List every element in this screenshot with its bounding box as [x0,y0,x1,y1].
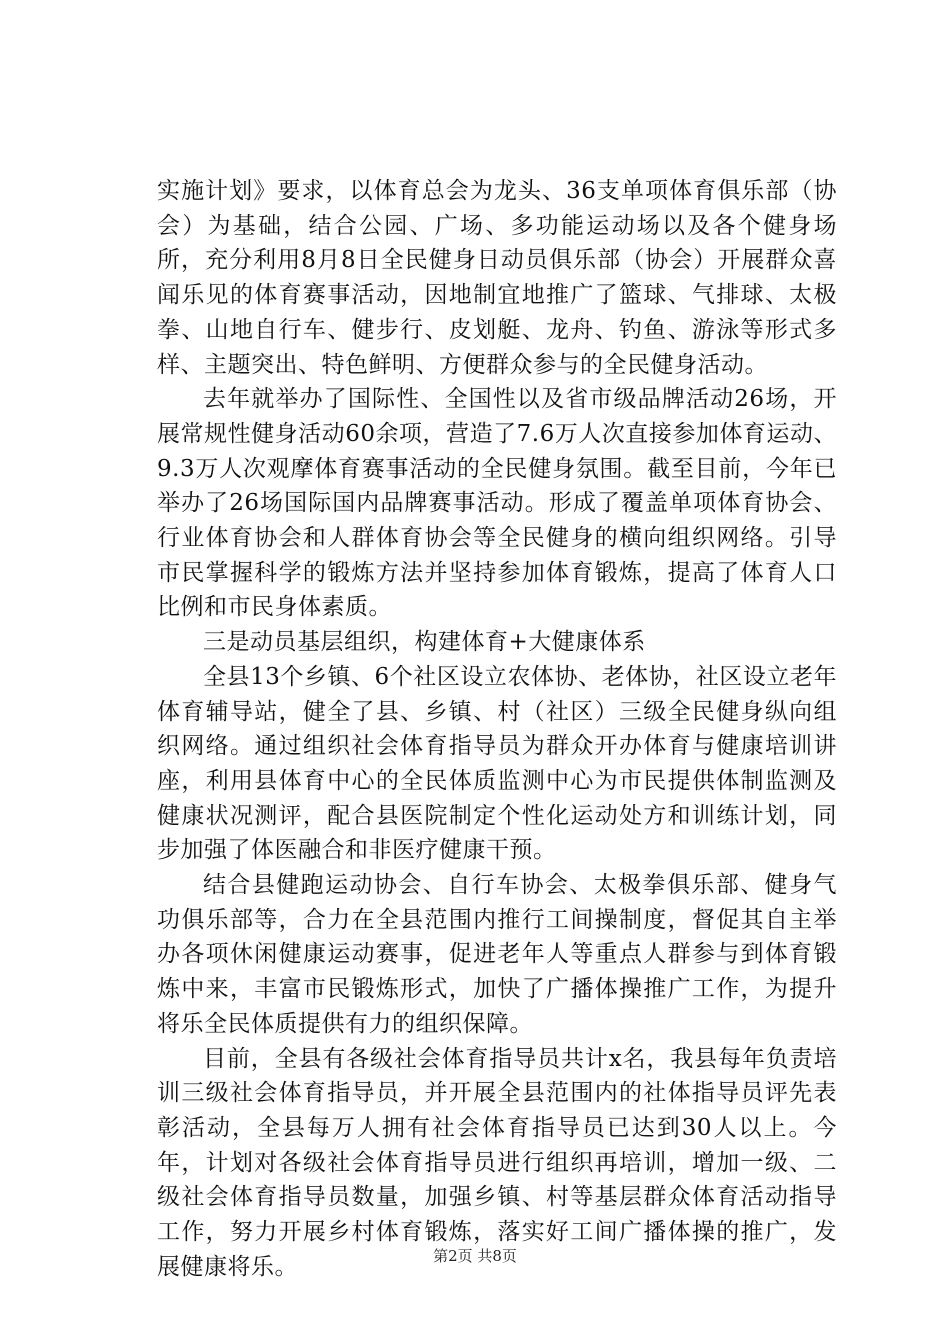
section-heading: 三是动员基层组织，构建体育+大健康体系 [203,629,646,656]
paragraph-associations: 结合县健跑运动协会、自行车协会、太极拳俱乐部、健身气功俱乐部等，合力在全县范围内推行工间操制度，督促其自主举办各项休闲健康运动赛事，促进老年人等重点人群参与到体育锻炼中来，丰富市民锻炼形式，加快了广播体操推广工作，为提升将乐全民体质提供有力的组织保障。 [157,872,837,1037]
paragraph-instructors: 目前，全县有各级社会体育指导员共计x名，我县每年负责培训三级社会体育指导员，并开展全县范围内的社体指导员评先表彰活动，全县每万人拥有社会体育指导员已达到30人以上。今年，计划对各级社会体育指导员进行组织再培训，增加一级、二级社会体育指导员数量，加强乡镇、村等基层群众体育活动指导工作，努力开展乡村体育锻炼，落实好工间广播体操的推广，发展健康将乐。 [157,1045,837,1280]
paragraph-grassroots: 全县13个乡镇、6个社区设立农体协、老体协，社区设立老年体育辅导站，健全了县、乡镇、村（社区）三级全民健身纵向组织网络。通过组织社会体育指导员为群众开办体育与健康培训讲座，利用县体育中心的全民体质监测中心为市民提供体制监测及健康状况测评，配合县医院制定个性化运动处方和训练计划，同步加强了体医融合和非医疗健康干预。 [157,663,837,864]
page-number-footer: 第2页 共8页 [433,1247,517,1265]
paragraph-continuation: 实施计划》要求，以体育总会为龙头、36支单项体育俱乐部（协会）为基础，结合公园、广场、多功能运动场以及各个健身场所，充分利用8月8日全民健身日动员俱乐部（协会）开展群众喜闻乐见的体育赛事活动，因地制宜地推广了篮球、气排球、太极拳、山地自行车、健步行、皮划艇、龙舟、钓鱼、游泳等形式多样、主题突出、特色鲜明、方便群众参与的全民健身活动。 [157,178,837,378]
paragraph-events: 去年就举办了国际性、全国性以及省市级品牌活动26场，开展常规性健身活动60余项，营造了7.6万人次直接参加体育运动、9.3万人次观摩体育赛事活动的全民健身氛围。截至目前，今年已举办了26场国际国内品牌赛事活动。形成了覆盖单项体育协会、行业体育协会和人群体育协会等全民健身的横向组织网络。引导市民掌握科学的锻炼方法并坚持参加体育锻炼，提高了体育人口比例和市民身体素质。 [157,386,837,621]
document-body [157,174,837,1285]
